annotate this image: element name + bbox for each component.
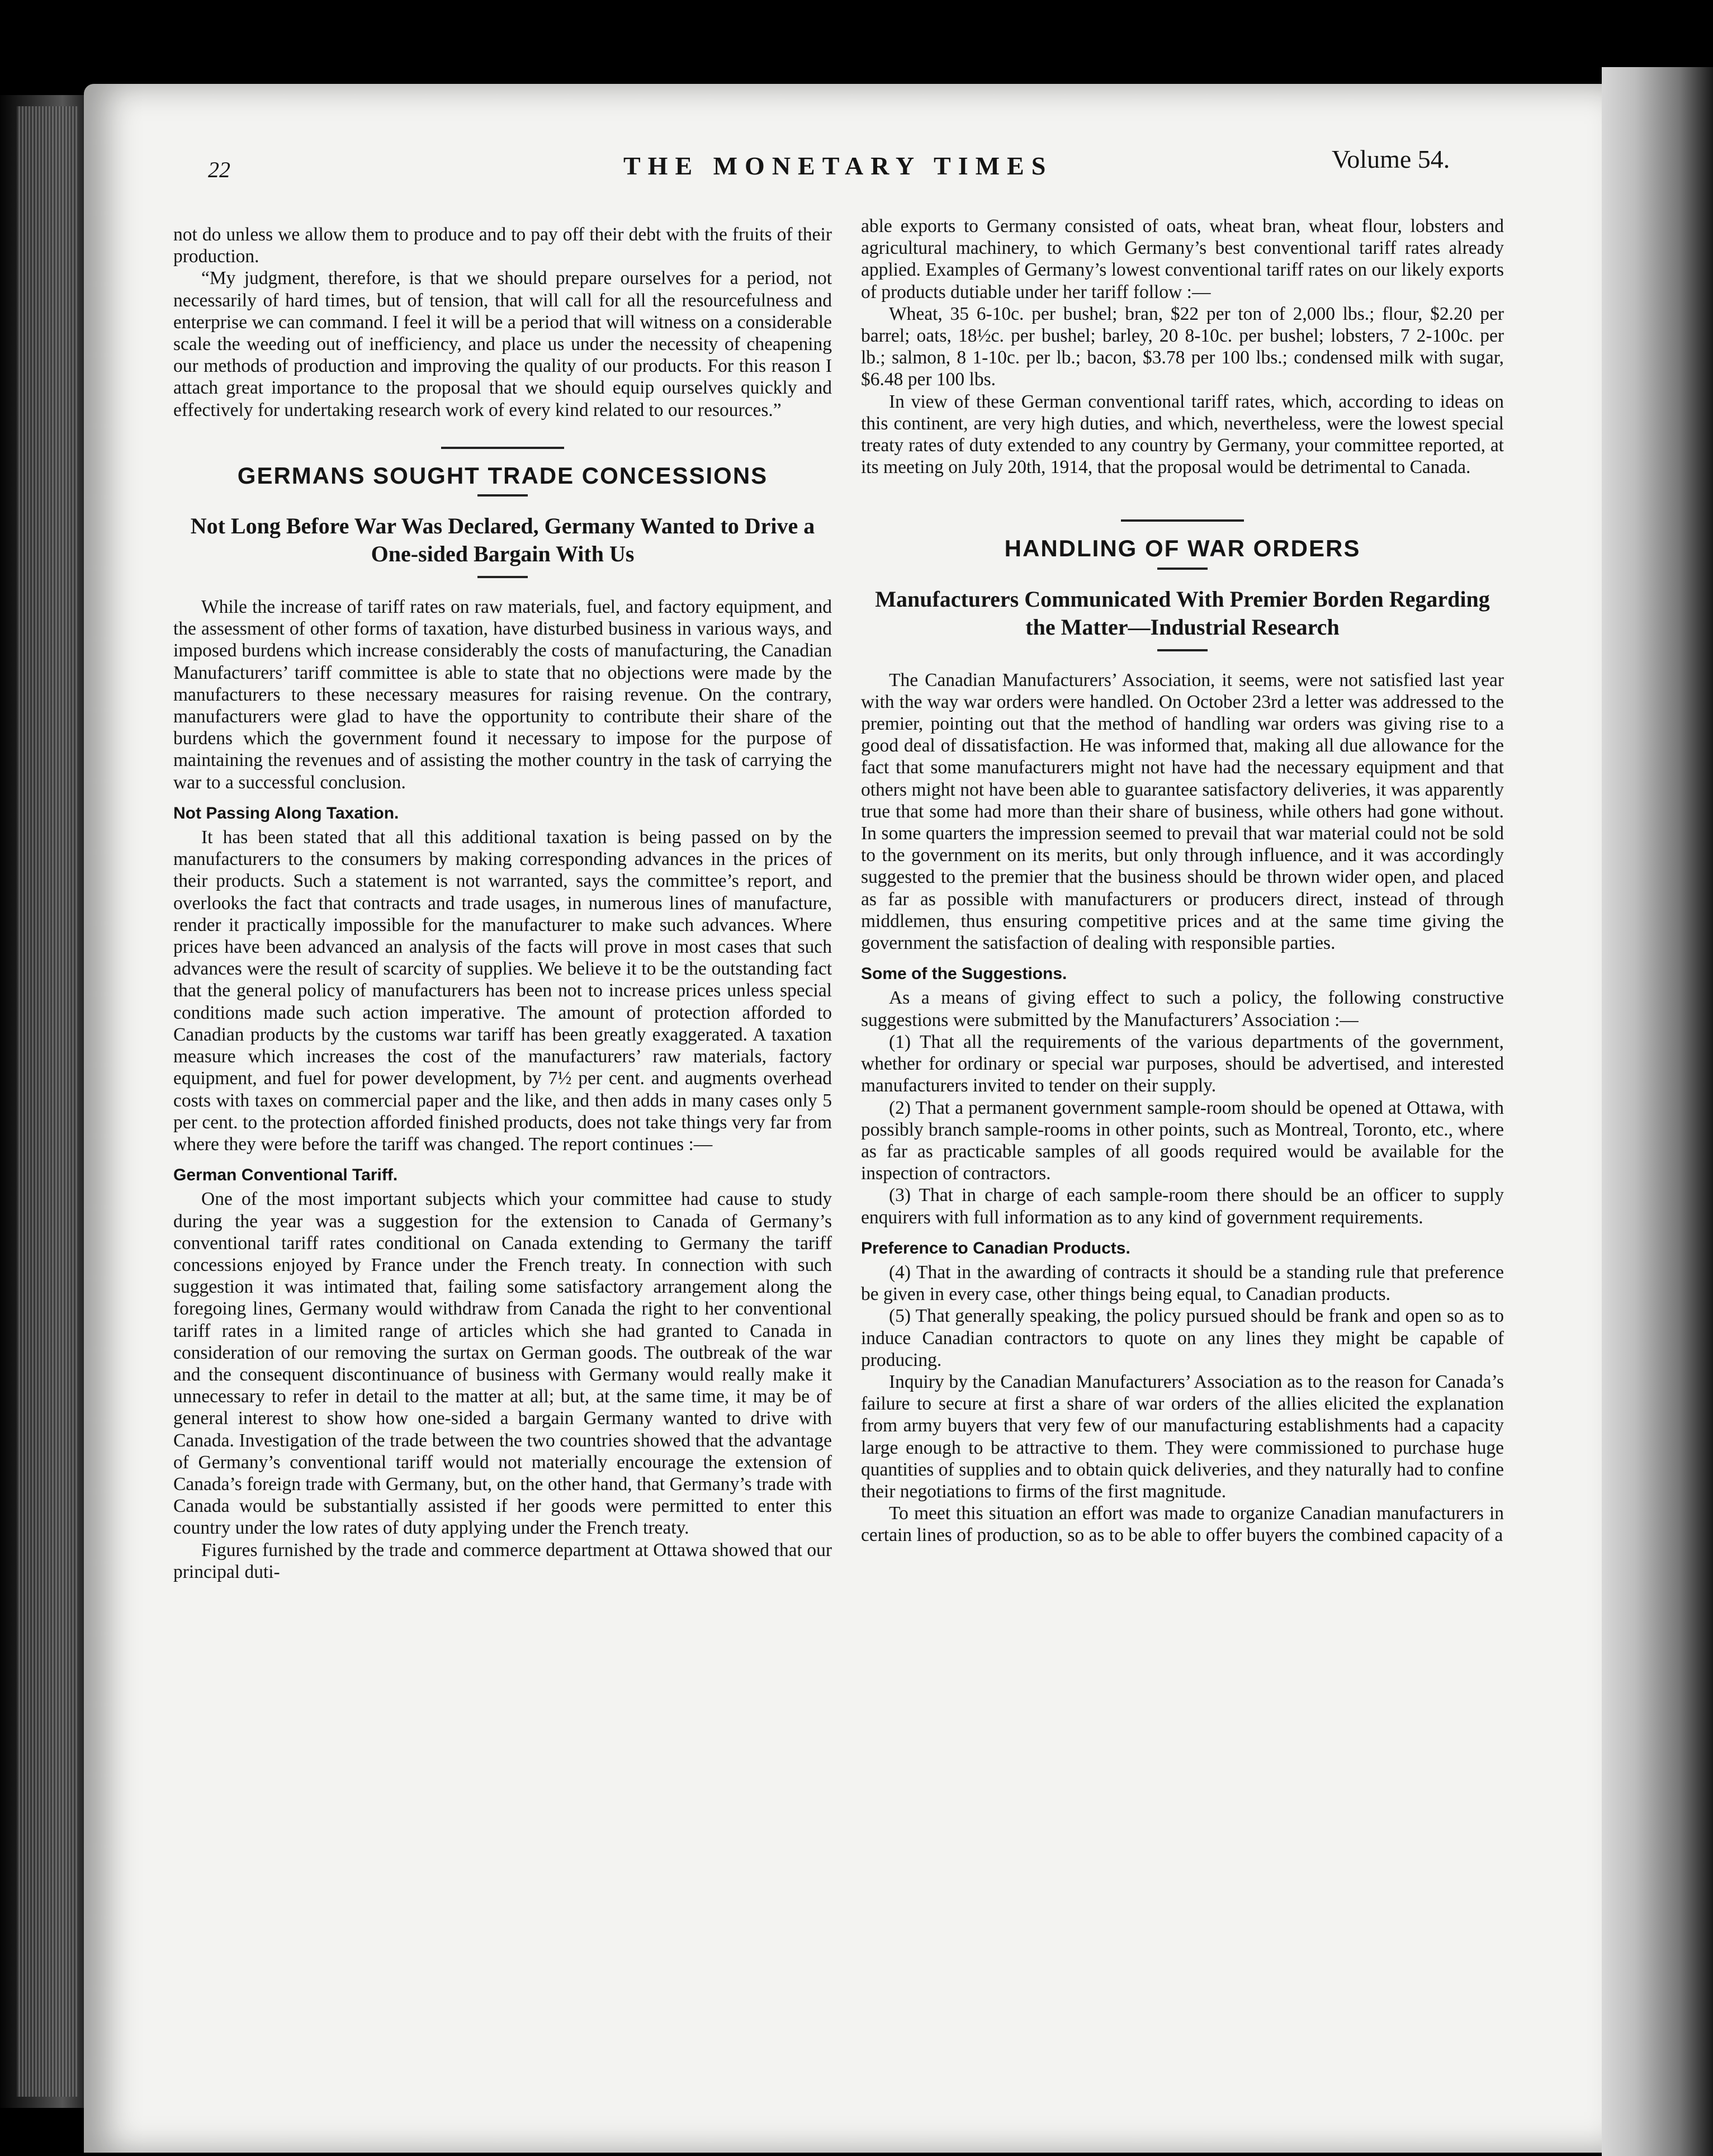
- divider-rule: [441, 447, 564, 449]
- right-column: [861, 215, 1504, 1547]
- article-paragraph: While the increase of tariff rates on raw materials, fuel, and factory equipment, and the assessment of other forms of taxation, have disturbed business in various ways, and imposed burdens which increase considerably the costs of manufacturing, the Canadian Manufacturers’ tariff committee is able to state that no objections were made by the manufacturers to these necessary measures for raising revenue. On the contrary, manufacturers were glad to have the opportunity to contribute their share of the burdens which the government found it necessary to impose for the purpose of maintaining the revenues and of assisting the mother country in the task of carrying the war to a successful conclusion.: [173, 597, 832, 793]
- section-heading-preference: Preference to Canadian Products.: [861, 1238, 1130, 1257]
- article-subheading-war-orders: Manufacturers Communicated With Premier Borden Regarding the Matter—Industrial Research: [875, 586, 1490, 640]
- book-right-edge: [1602, 67, 1713, 2156]
- book-left-edge: [0, 95, 89, 2108]
- article-subheading-germans: Not Long Before War Was Declared, Germany Wanted to Drive a One-sided Bargain With Us: [190, 513, 815, 567]
- divider-rule: [1157, 649, 1208, 651]
- volume-label: Volume 54.: [1332, 145, 1450, 173]
- inquiry-paragraph: Inquiry by the Canadian Manufacturers’ Association as to the reason for Canada’s failure to secure at first a share of war orders of the allies elicited the explanation from army buyers that very few of our manufacturing establishments had a capacity large enough to be attractive to them. They were commissioned to purchase huge quantities of supplies and to obtain quick deliveries, and they naturally had to confine their negotiations to firms of the first magnitude.: [861, 1371, 1504, 1502]
- intro-paragraph-2: “My judgment, therefore, is that we should prepare ourselves for a period, not necessarily of hard times, but of tension, that will call for all the resourcefulness and enterprise we can command. I feel it will be a period that will witness on a considerable scale the weeding out of inefficiency, and place us under the necessity of cheapening our methods of production and improving the quality of our products. For this reason I attach great importance to the proposal that we should equip ourselves quickly and effectively for undertaking research work of every kind related to our resources.”: [173, 268, 832, 420]
- suggestion-item-4: (4) That in the awarding of contracts it should be a standing rule that preference be given in every case, other things being equal, to Canadian products.: [861, 1261, 1504, 1305]
- suggestion-item-5: (5) That generally speaking, the policy pursued should be frank and open so as to induce Canadian contractors to quote on any lines they might be capable of producing.: [861, 1306, 1504, 1370]
- page-stack: [17, 106, 78, 2097]
- divider-rule: [477, 494, 528, 497]
- section-heading-suggestions: Some of the Suggestions.: [861, 964, 1067, 984]
- section-paragraph-figures: Figures furnished by the trade and commerce department at Ottawa showed that our principal duti-: [173, 1539, 832, 1582]
- continued-paragraph-1: able exports to Germany consisted of oats, wheat bran, wheat flour, lobsters and agricultural machinery, to which Germany’s best conventional tariff rates already applied. Examples of Germany’s lowest conventional tariff rates on our likely exports of products dutiable under her tariff follow :—: [861, 216, 1504, 302]
- divider-rule: [1121, 519, 1244, 522]
- continued-paragraph-3: In view of these German conventional tariff rates, which, according to ideas on this continent, are very high duties, and which, nevertheless, were the lowest special treaty rates of duty extended to any country by Germany, your committee reported, at its meeting on July 20th, 1914, that the proposal would be detrimental to Canada.: [861, 391, 1504, 478]
- left-column: [173, 224, 832, 1583]
- section-paragraph-taxation: It has been stated that all this additional taxation is being passed on by the manufacturers to the consumers by making corresponding advances in the prices of their products. Such a statement is not warranted, says the committee’s report, and overlooks the fact that contracts and trade usages, in numerous lines of manufacture, render it practically impossible for the manufacturer to make such advances. Where prices have been advanced an analysis of the facts will prove in most cases that such advances were the result of scarcity of supplies. We believe it to be the outstanding fact that the general policy of manufacturers has been not to increase prices unless special conditions made such action imperative. The amount of protection afforded to Canadian products by the customs war tariff has been greatly exaggerated. A taxation measure which increases the cost of the manufacturers’ raw materials, factory equipment, and fuel for power development, by 7½ per cent. and augments overhead costs with taxes on commercial paper and the like, and then adds in many cases only 5 per cent. to the protection afforded finished products, does not take things very far from where they were before the tariff was changed. The report continues :—: [173, 827, 832, 1155]
- suggestion-item-3: (3) That in charge of each sample-room there should be an officer to supply enquirers with full information as to any kind of government requirements.: [861, 1185, 1504, 1228]
- divider-rule: [1157, 568, 1208, 570]
- continued-paragraph-2: Wheat, 35 6-10c. per bushel; bran, $22 per ton of 2,000 lbs.; flour, $2.20 per barrel; oats, 18½c. per bushel; barley, 20 8-10c. per bushel; lobsters, 7 2-100c. per lb.; salmon, 8 1-10c. per lb.; bacon, $3.78 per 100 lbs.; condensed milk with sugar, $6.48 per 100 lbs.: [861, 303, 1504, 390]
- article-paragraph: The Canadian Manufacturers’ Association, it seems, were not satisfied last year with the way war orders were handled. On October 23rd a letter was addressed to the premier, pointing out that the method of handling war orders was giving rise to a good deal of dissatisfaction. He was informed that, making all due allowance for the fact that some manufacturers might not have had the necessary equipment and that others might not have been able to guarantee satisfactory deliveries, it was apparently true that some had more than their share of business, while others had gone without. In some quarters the impression seemed to prevail that war material could not be sold to the government on its merits, but only through influence, and it was accordingly suggested to the premier that the business should be thrown wider open, and placed as far as possible with manufacturers or producers direct, instead of through middlemen, thus ensuring competitive prices and at the same time giving the government the satisfaction of dealing with responsible parties.: [861, 669, 1504, 954]
- suggestion-item-1: (1) That all the requirements of the various departments of the government, whether for ordinary or special war purposes, should be advertised, and interested manufacturers invited to tender on their supply.: [861, 1031, 1504, 1096]
- closing-paragraph: To meet this situation an effort was made to organize Canadian manufacturers in certain lines of production, so as to be able to offer buyers the combined capacity of a: [861, 1503, 1504, 1546]
- section-heading-tariff: German Conventional Tariff.: [173, 1166, 398, 1185]
- section-heading-taxation: Not Passing Along Taxation.: [173, 803, 399, 822]
- article-heading-germans: GERMANS SOUGHT TRADE CONCESSIONS: [237, 462, 768, 489]
- suggestion-item-2: (2) That a permanent government sample-room should be opened at Ottawa, with possibly branch sample-rooms in other points, such as Montreal, Toronto, etc., where as far as practicable samples of all goods required would be available for the inspection of contractors.: [861, 1097, 1504, 1184]
- section-paragraph-tariff: One of the most important subjects which your committee had cause to study during the year was a suggestion for the extension to Canada of Germany’s conventional tariff rates conditional on Canada extending to Germany the tariff concessions enjoyed by France under the French treaty. In connection with such suggestion it was intimated that, failing some satisfactory arrangement along the foregoing lines, Germany would withdraw from Canada the right to her conventional tariff rates in a limited range of articles which she had granted to Canada in consideration of our removing the surtax on German goods. The outbreak of the war and the consequent discontinuance of business with Germany would really make it unnecessary to refer in detail to the matter at all; but, at the same time, it may be of general interest to show how one-sided a bargain Germany wanted to drive with Canada. Investigation of the trade between the two countries showed that the advantage of Germany’s conventional tariff would not materially encourage the extension of Canada’s foreign trade with Germany, but, on the other hand, that Germany’s trade with Canada would be substantially assisted if her goods were permitted to enter this country under the low rates of duty applying under the French treaty.: [173, 1189, 832, 1539]
- running-title: THE MONETARY TIMES: [623, 152, 1053, 180]
- intro-paragraph-1: not do unless we allow them to produce and to pay off their debt with the fruits of their production.: [173, 224, 832, 267]
- suggestions-paragraph: As a means of giving effect to such a policy, the following constructive suggestions were submitted by the Manufacturers’ Association :—: [861, 987, 1504, 1030]
- page-number: 22: [208, 157, 230, 182]
- divider-rule: [477, 576, 528, 578]
- article-heading-war-orders: HANDLING OF WAR ORDERS: [1004, 535, 1361, 562]
